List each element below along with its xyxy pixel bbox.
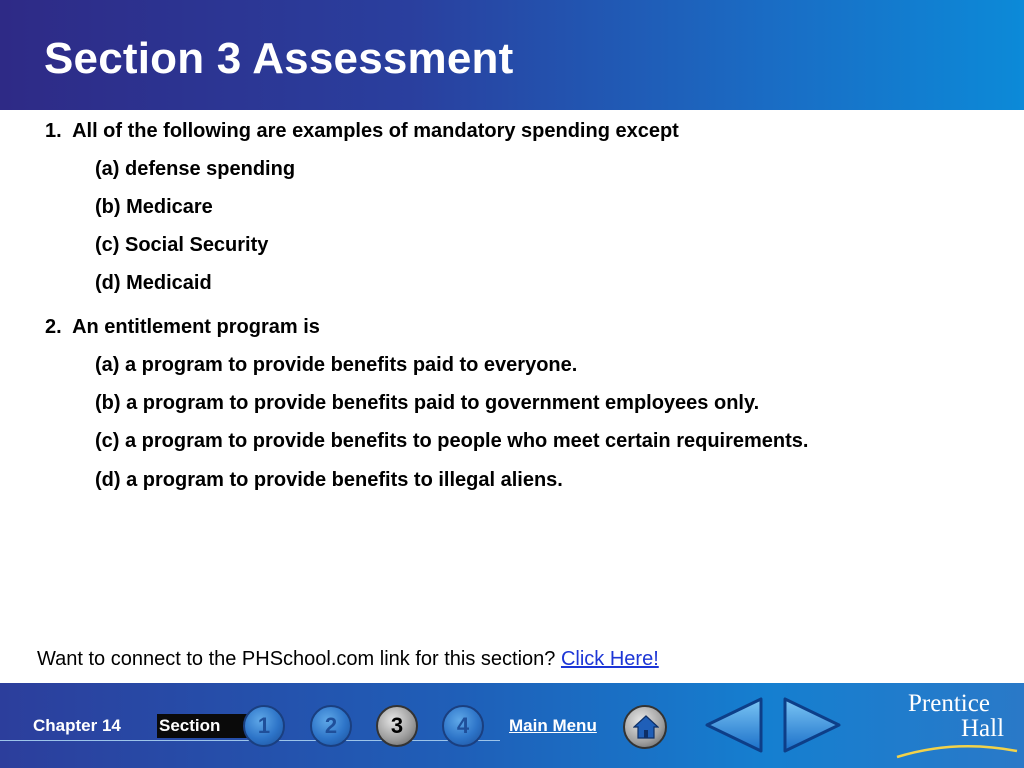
page-title: Section 3 Assessment [44,34,514,83]
section-4-button[interactable]: 4 [442,705,484,747]
section-label: Section [157,714,267,738]
home-icon [633,715,659,739]
question-2 [45,316,320,339]
question-2-option-a[interactable]: (a) a program to provide benefits paid to everyone. [95,354,578,376]
question-1 [45,120,679,143]
section-1-button[interactable]: 1 [243,705,285,747]
next-arrow-icon[interactable] [781,695,843,755]
navigation-footer [0,683,1024,768]
question-2-option-b[interactable]: (b) a program to provide benefits paid to government employees only. [95,392,760,414]
slide-header [0,0,1024,110]
question-1-text: All of the following are examples of mandatory spending except [72,120,679,142]
question-1-option-b[interactable]: (b) Medicare [95,196,213,218]
question-2-option-d[interactable]: (d) a program to provide benefits to illegal aliens. [95,469,563,491]
question-2-option-c[interactable]: (c) a program to provide benefits to people who meet certain requirements. [95,430,809,452]
main-menu-link[interactable]: Main Menu [509,716,597,735]
question-1-option-d[interactable]: (d) Medicaid [95,272,212,294]
question-1-option-c[interactable]: (c) Social Security [95,234,269,256]
question-1-option-a[interactable]: (a) defense spending [95,158,296,180]
question-2-number: 2. [45,316,62,338]
previous-arrow-icon[interactable] [703,695,765,755]
question-1-number: 1. [45,120,62,142]
brand-line-1: Prentice [908,690,990,717]
chapter-label[interactable]: Chapter 14 [33,716,121,735]
phschool-link-row [37,648,659,671]
section-2-button[interactable]: 2 [310,705,352,747]
click-here-link[interactable]: Click Here! [560,648,659,670]
link-prompt: Want to connect to the PHSchool.com link for this section? [37,648,556,670]
section-3-button[interactable]: 3 [376,705,418,747]
logo-swoosh-icon [895,741,1020,759]
home-button[interactable] [623,705,667,749]
brand-line-2: Hall [961,715,1005,742]
question-2-text: An entitlement program is [72,316,320,338]
prentice-hall-logo [908,691,1004,741]
